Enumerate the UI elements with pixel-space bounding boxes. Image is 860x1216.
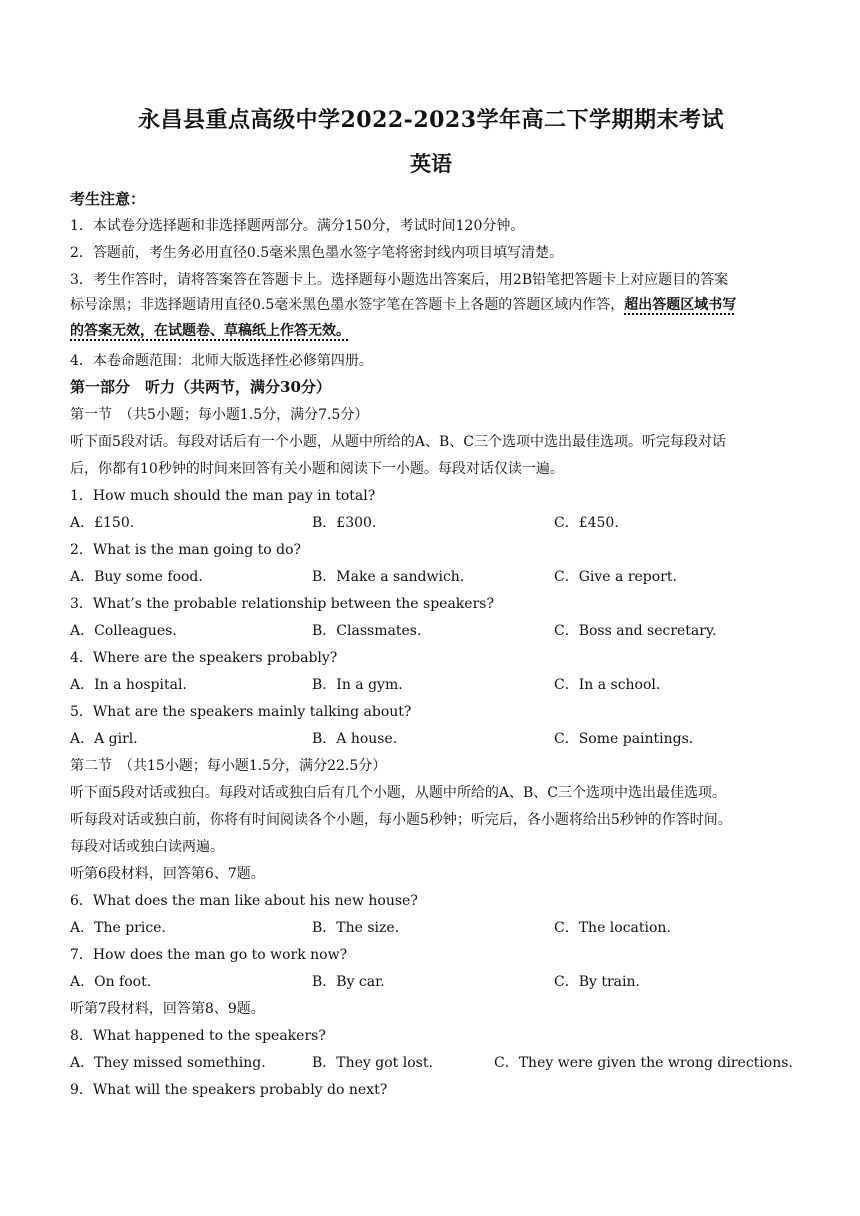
notice-item-3-line-2 bbox=[70, 296, 792, 314]
material-7-note: 听第7段材料，回答第8、9题。 bbox=[70, 1001, 265, 1017]
question-9: 9．What will the speakers probably do next? bbox=[70, 1082, 388, 1098]
exam-title: 永昌县重点高级中学2022-2023学年高二下学期期末考试 bbox=[137, 107, 725, 133]
notice-heading: 考生注意： bbox=[70, 190, 146, 208]
question-3-option-b: B．Classmates. bbox=[312, 623, 422, 639]
question-2-option-b: B．Make a sandwich. bbox=[312, 569, 465, 585]
section1-instructions-1: 听下面5段对话。每段对话后有一个小题，从题中所给的A、B、C三个选项中选出最佳选项。听完每段对话 bbox=[70, 434, 727, 450]
notice-item-3-line-1: 3．考生作答时，请将答案答在答题卡上。选择题每小题选出答案后，用2B铅笔把答题卡上对应题目的答案 bbox=[70, 272, 729, 288]
question-8-option-a: A．They missed something. bbox=[70, 1055, 266, 1071]
question-6-option-a: A．The price. bbox=[70, 920, 166, 936]
question-5-option-b: B．A house. bbox=[312, 731, 398, 747]
question-5-option-a: A．A girl. bbox=[70, 731, 138, 747]
question-4-option-a: A．In a hospital. bbox=[70, 677, 187, 693]
notice-item-3-emphasis-2: 的答案无效，在试题卷、草稿纸上作答无效。 bbox=[70, 323, 350, 339]
question-7-option-b: B．By car. bbox=[312, 974, 385, 990]
question-1-option-a: A．£150. bbox=[70, 515, 135, 531]
question-4-option-b: B．In a gym. bbox=[312, 677, 403, 693]
question-7-option-c: C．By train. bbox=[554, 974, 640, 990]
question-4-option-c: C．In a school. bbox=[554, 677, 661, 693]
question-2: 2．What is the man going to do? bbox=[70, 542, 302, 558]
question-3-option-a: A．Colleagues. bbox=[70, 623, 177, 639]
question-5-option-c: C．Some paintings. bbox=[554, 731, 694, 747]
question-6: 6．What does the man like about his new house? bbox=[70, 893, 418, 909]
question-2-option-c: C．Give a report. bbox=[554, 569, 677, 585]
notice-item-3-plain: 标号涂黑；非选择题请用直径0.5毫米黑色墨水签字笔在答题卡上各题的答题区域内作答， bbox=[70, 297, 625, 313]
question-1-option-c: C．£450. bbox=[554, 515, 619, 531]
section2-heading: 第二节 （共15小题；每小题1.5分，满分22.5分） bbox=[70, 758, 387, 774]
notice-item-3-line-3 bbox=[70, 322, 792, 340]
question-2-option-a: A．Buy some food. bbox=[70, 569, 203, 585]
question-6-option-b: B．The size. bbox=[312, 920, 400, 936]
notice-item-1: 1．本试卷分选择题和非选择题两部分。满分150分，考试时间120分钟。 bbox=[70, 218, 525, 234]
question-8-option-c: C．They were given the wrong directions. bbox=[494, 1055, 793, 1071]
question-7: 7．How does the man go to work now? bbox=[70, 947, 348, 963]
question-7-option-a: A．On foot. bbox=[70, 974, 152, 990]
part1-heading: 第一部分 听力（共两节，满分30分） bbox=[70, 378, 331, 396]
question-3-option-c: C．Boss and secretary. bbox=[554, 623, 717, 639]
material-6-note: 听第6段材料，回答第6、7题。 bbox=[70, 866, 265, 882]
exam-subject: 英语 bbox=[410, 151, 452, 176]
question-8: 8．What happened to the speakers? bbox=[70, 1028, 326, 1044]
question-5: 5．What are the speakers mainly talking about? bbox=[70, 704, 412, 720]
question-1-option-b: B．£300. bbox=[312, 515, 377, 531]
question-3: 3．What’s the probable relationship between the speakers? bbox=[70, 596, 494, 612]
question-4: 4．Where are the speakers probably? bbox=[70, 650, 338, 666]
section2-instructions-1: 听下面5段对话或独白。每段对话或独白后有几个小题，从题中所给的A、B、C三个选项中选出最佳选项。 bbox=[70, 785, 727, 801]
question-8-option-b: B．They got lost. bbox=[312, 1055, 433, 1071]
notice-item-3-emphasis: 超出答题区域书写 bbox=[624, 297, 737, 313]
section2-instructions-3: 每段对话或独白读两遍。 bbox=[70, 839, 224, 855]
question-1: 1．How much should the man pay in total? bbox=[70, 488, 376, 504]
notice-item-2: 2．答题前，考生务必用直径0.5毫米黑色墨水签字笔将密封线内项目填写清楚。 bbox=[70, 245, 564, 261]
section1-heading: 第一节 （共5小题；每小题1.5分，满分7.5分） bbox=[70, 407, 369, 423]
section2-instructions-2: 听每段对话或独白前，你将有时间阅读各个小题，每小题5秒钟；听完后，各小题将给出5秒钟的作答时间。 bbox=[70, 812, 732, 828]
notice-item-4: 4．本卷命题范围：北师大版选择性必修第四册。 bbox=[70, 353, 373, 369]
section1-instructions-2: 后，你都有10秒钟的时间来回答有关小题和阅读下一小题。每段对话仅读一遍。 bbox=[70, 461, 564, 477]
question-6-option-c: C．The location. bbox=[554, 920, 671, 936]
